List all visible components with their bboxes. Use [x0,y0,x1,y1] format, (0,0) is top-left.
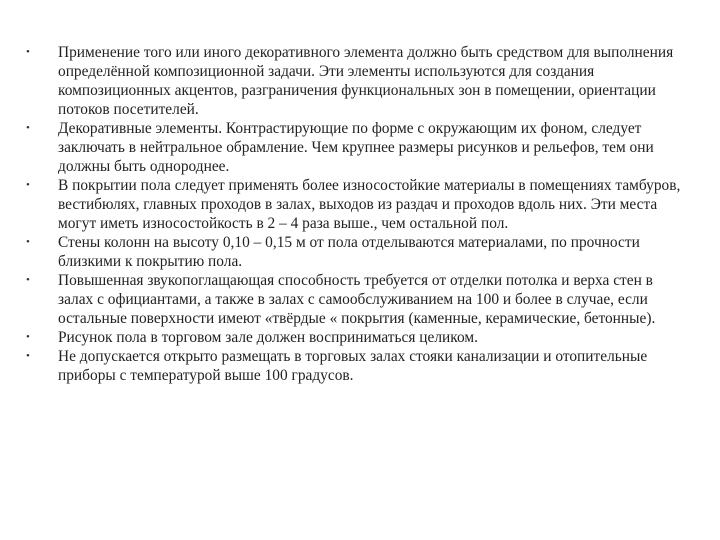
bullet-list [26,43,686,385]
list-item [26,43,686,119]
bullet-icon: • [26,46,30,58]
list-item-text: Декоративные элементы. Контрастирующие по форме с окружающим их фоном, следует заключать в нейтральное обрамление. Чем крупнее размеры рисунков и рельефов, тем они должны быть однороднее. [58,120,654,175]
bullet-icon: • [26,236,30,248]
list-item [26,233,686,271]
list-item-text: Рисунок пола в торговом зале должен восприниматься целиком. [58,329,478,346]
list-item [26,347,686,385]
bullet-icon: • [26,331,30,343]
bullet-icon: • [26,122,30,134]
bullet-icon: • [26,350,30,362]
list-item [26,271,686,328]
list-item-text: Стены колонн на высоту 0,10 – 0,15 м от пола отделываются материалами, по прочности близкими к покрытию пола. [58,234,640,270]
list-item [26,119,686,176]
list-item-text: В покрытии пола следует применять более износостойкие материалы в помещениях тамбуров, вестибюлях, главных проходов в залах, выходов из раздач и проходов вдоль них. Эти места могут иметь износостойкость в 2 – 4 раза выше., чем остальной пол. [58,177,681,232]
list-item-text: Не допускается открыто размещать в торговых залах стояки канализации и отопительные приборы с температурой выше 100 градусов. [58,348,648,384]
list-item [26,328,686,347]
bullet-icon: • [26,179,30,191]
bullet-icon: • [26,274,30,286]
list-item-text: Повышенная звукопоглащающая способность требуется от отделки потолка и верха стен в залах с официантами, а также в залах с самообслуживанием на 100 и более в случае, если остальные поверхности имеют «твёрдые « покрытия (каменные, керамические, бетонные). [58,272,656,327]
list-item-text: Применение того или иного декоративного элемента должно быть средством для выполнения определённой композиционной задачи. Эти элементы используются для создания композиционных акцентов, разграничения функциональных зон в помещении, ориентации потоков посетителей. [58,44,674,118]
list-item [26,176,686,233]
